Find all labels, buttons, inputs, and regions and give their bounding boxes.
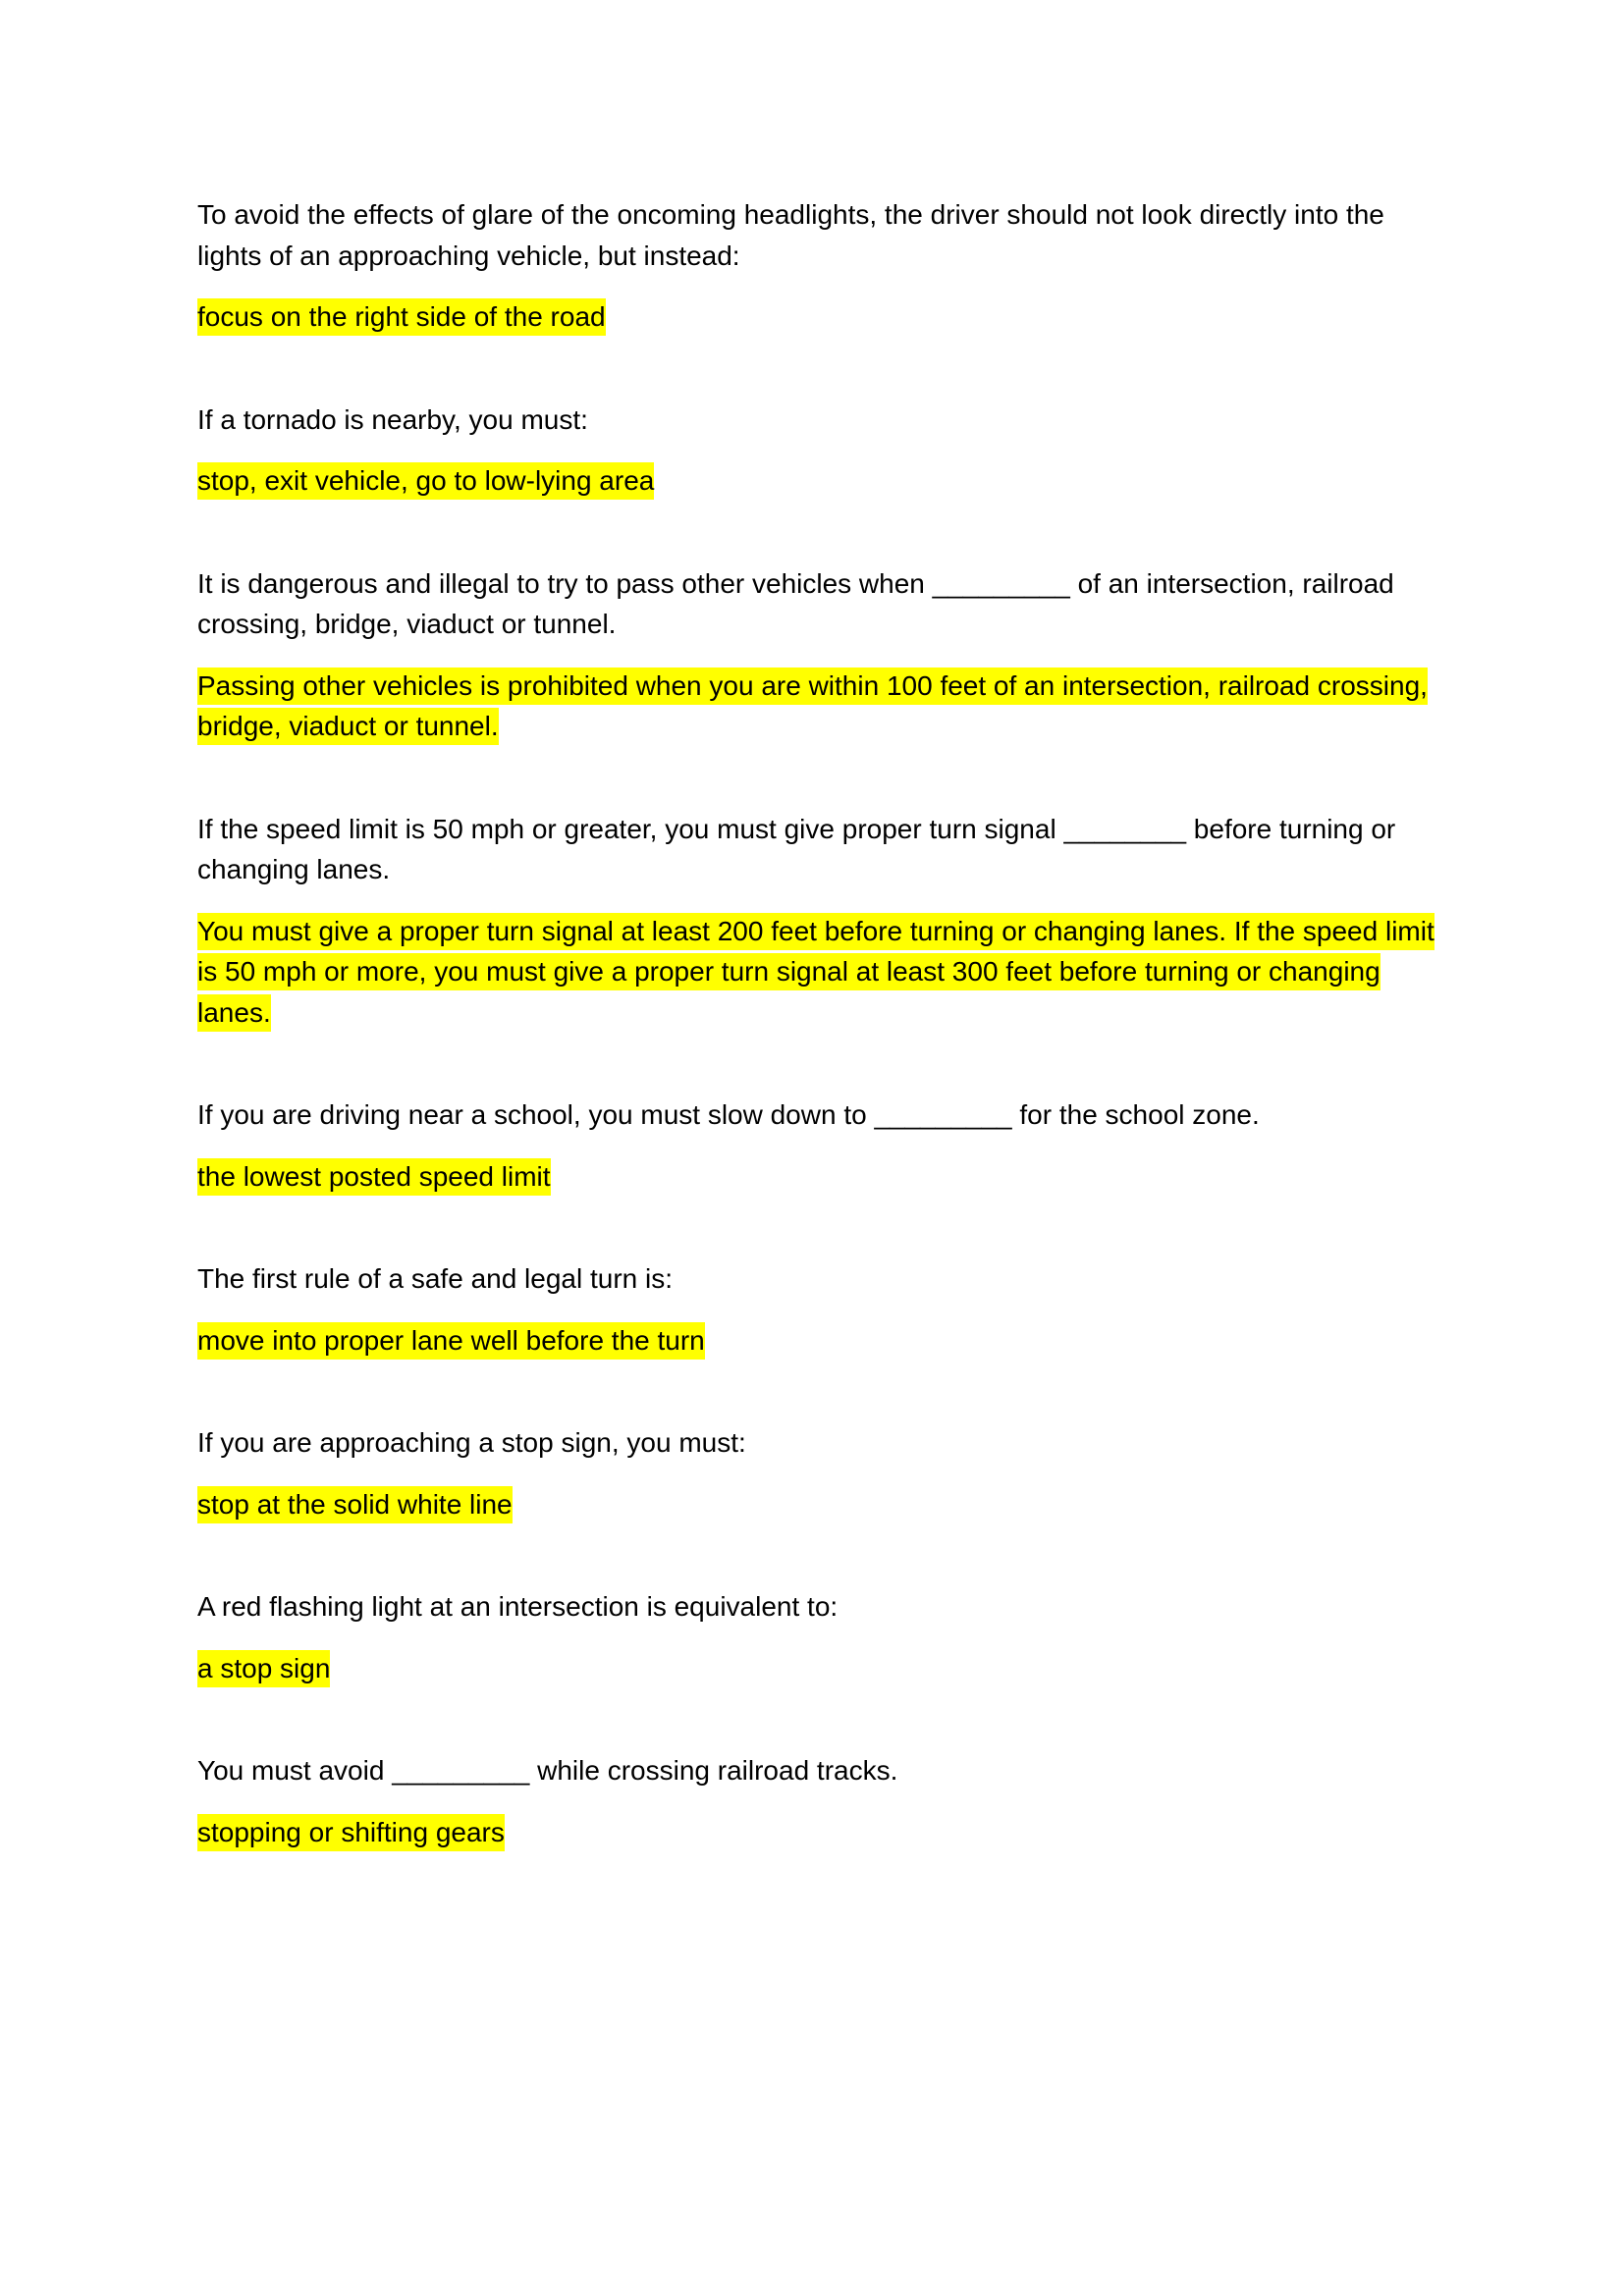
question-text: If the speed limit is 50 mph or greater, you must give proper turn signal ________ before turning or changing lanes. bbox=[197, 813, 1396, 884]
qa-item-6 bbox=[197, 1258, 1435, 1361]
question-text: To avoid the effects of glare of the oncoming headlights, the driver should not look directly into the lights of an approaching vehicle, but instead: bbox=[197, 199, 1384, 271]
answer-block bbox=[197, 911, 1435, 1034]
qa-item-1 bbox=[197, 194, 1435, 338]
highlighted-answer: stopping or shifting gears bbox=[197, 1814, 505, 1851]
question-text: It is dangerous and illegal to try to pass other vehicles when _________ of an intersection, railroad crossing, bridge, viaduct or tunnel. bbox=[197, 567, 1394, 639]
highlighted-answer: You must give a proper turn signal at least 200 feet before turning or changing lanes. If the speed limit is 50 mph or more, you must give a proper turn signal at least 300 feet before turning or changing lanes. bbox=[197, 913, 1435, 1032]
question-text: The first rule of a safe and legal turn is: bbox=[197, 1263, 674, 1294]
qa-item-5 bbox=[197, 1095, 1435, 1197]
qa-list bbox=[197, 194, 1435, 1852]
highlighted-answer: stop, exit vehicle, go to low-lying area bbox=[197, 462, 654, 500]
qa-item-8 bbox=[197, 1586, 1435, 1688]
highlighted-answer: the lowest posted speed limit bbox=[197, 1158, 551, 1196]
qa-item-2 bbox=[197, 400, 1435, 502]
answer-block bbox=[197, 296, 1435, 338]
answer-block bbox=[197, 1812, 1435, 1853]
qa-item-4 bbox=[197, 809, 1435, 1034]
question-text: If you are driving near a school, you must slow down to _________ for the school zone. bbox=[197, 1099, 1260, 1130]
question-text: You must avoid _________ while crossing railroad tracks. bbox=[197, 1755, 898, 1786]
highlighted-answer: stop at the solid white line bbox=[197, 1486, 513, 1523]
qa-item-9 bbox=[197, 1750, 1435, 1852]
highlighted-answer: move into proper lane well before the turn bbox=[197, 1322, 705, 1360]
question-text: If you are approaching a stop sign, you must: bbox=[197, 1427, 746, 1458]
answer-block bbox=[197, 1484, 1435, 1525]
answer-block bbox=[197, 460, 1435, 502]
highlighted-answer: a stop sign bbox=[197, 1650, 330, 1687]
highlighted-answer: focus on the right side of the road bbox=[197, 298, 606, 336]
answer-block bbox=[197, 1156, 1435, 1198]
qa-item-3 bbox=[197, 563, 1435, 747]
question-text: A red flashing light at an intersection is equivalent to: bbox=[197, 1591, 839, 1622]
highlighted-answer: Passing other vehicles is prohibited when you are within 100 feet of an intersection, railroad crossing, bridge, viaduct or tunnel. bbox=[197, 667, 1428, 746]
question-text: If a tornado is nearby, you must: bbox=[197, 403, 588, 435]
answer-block bbox=[197, 1320, 1435, 1362]
qa-item-7 bbox=[197, 1422, 1435, 1524]
answer-block bbox=[197, 666, 1435, 747]
answer-block bbox=[197, 1648, 1435, 1689]
